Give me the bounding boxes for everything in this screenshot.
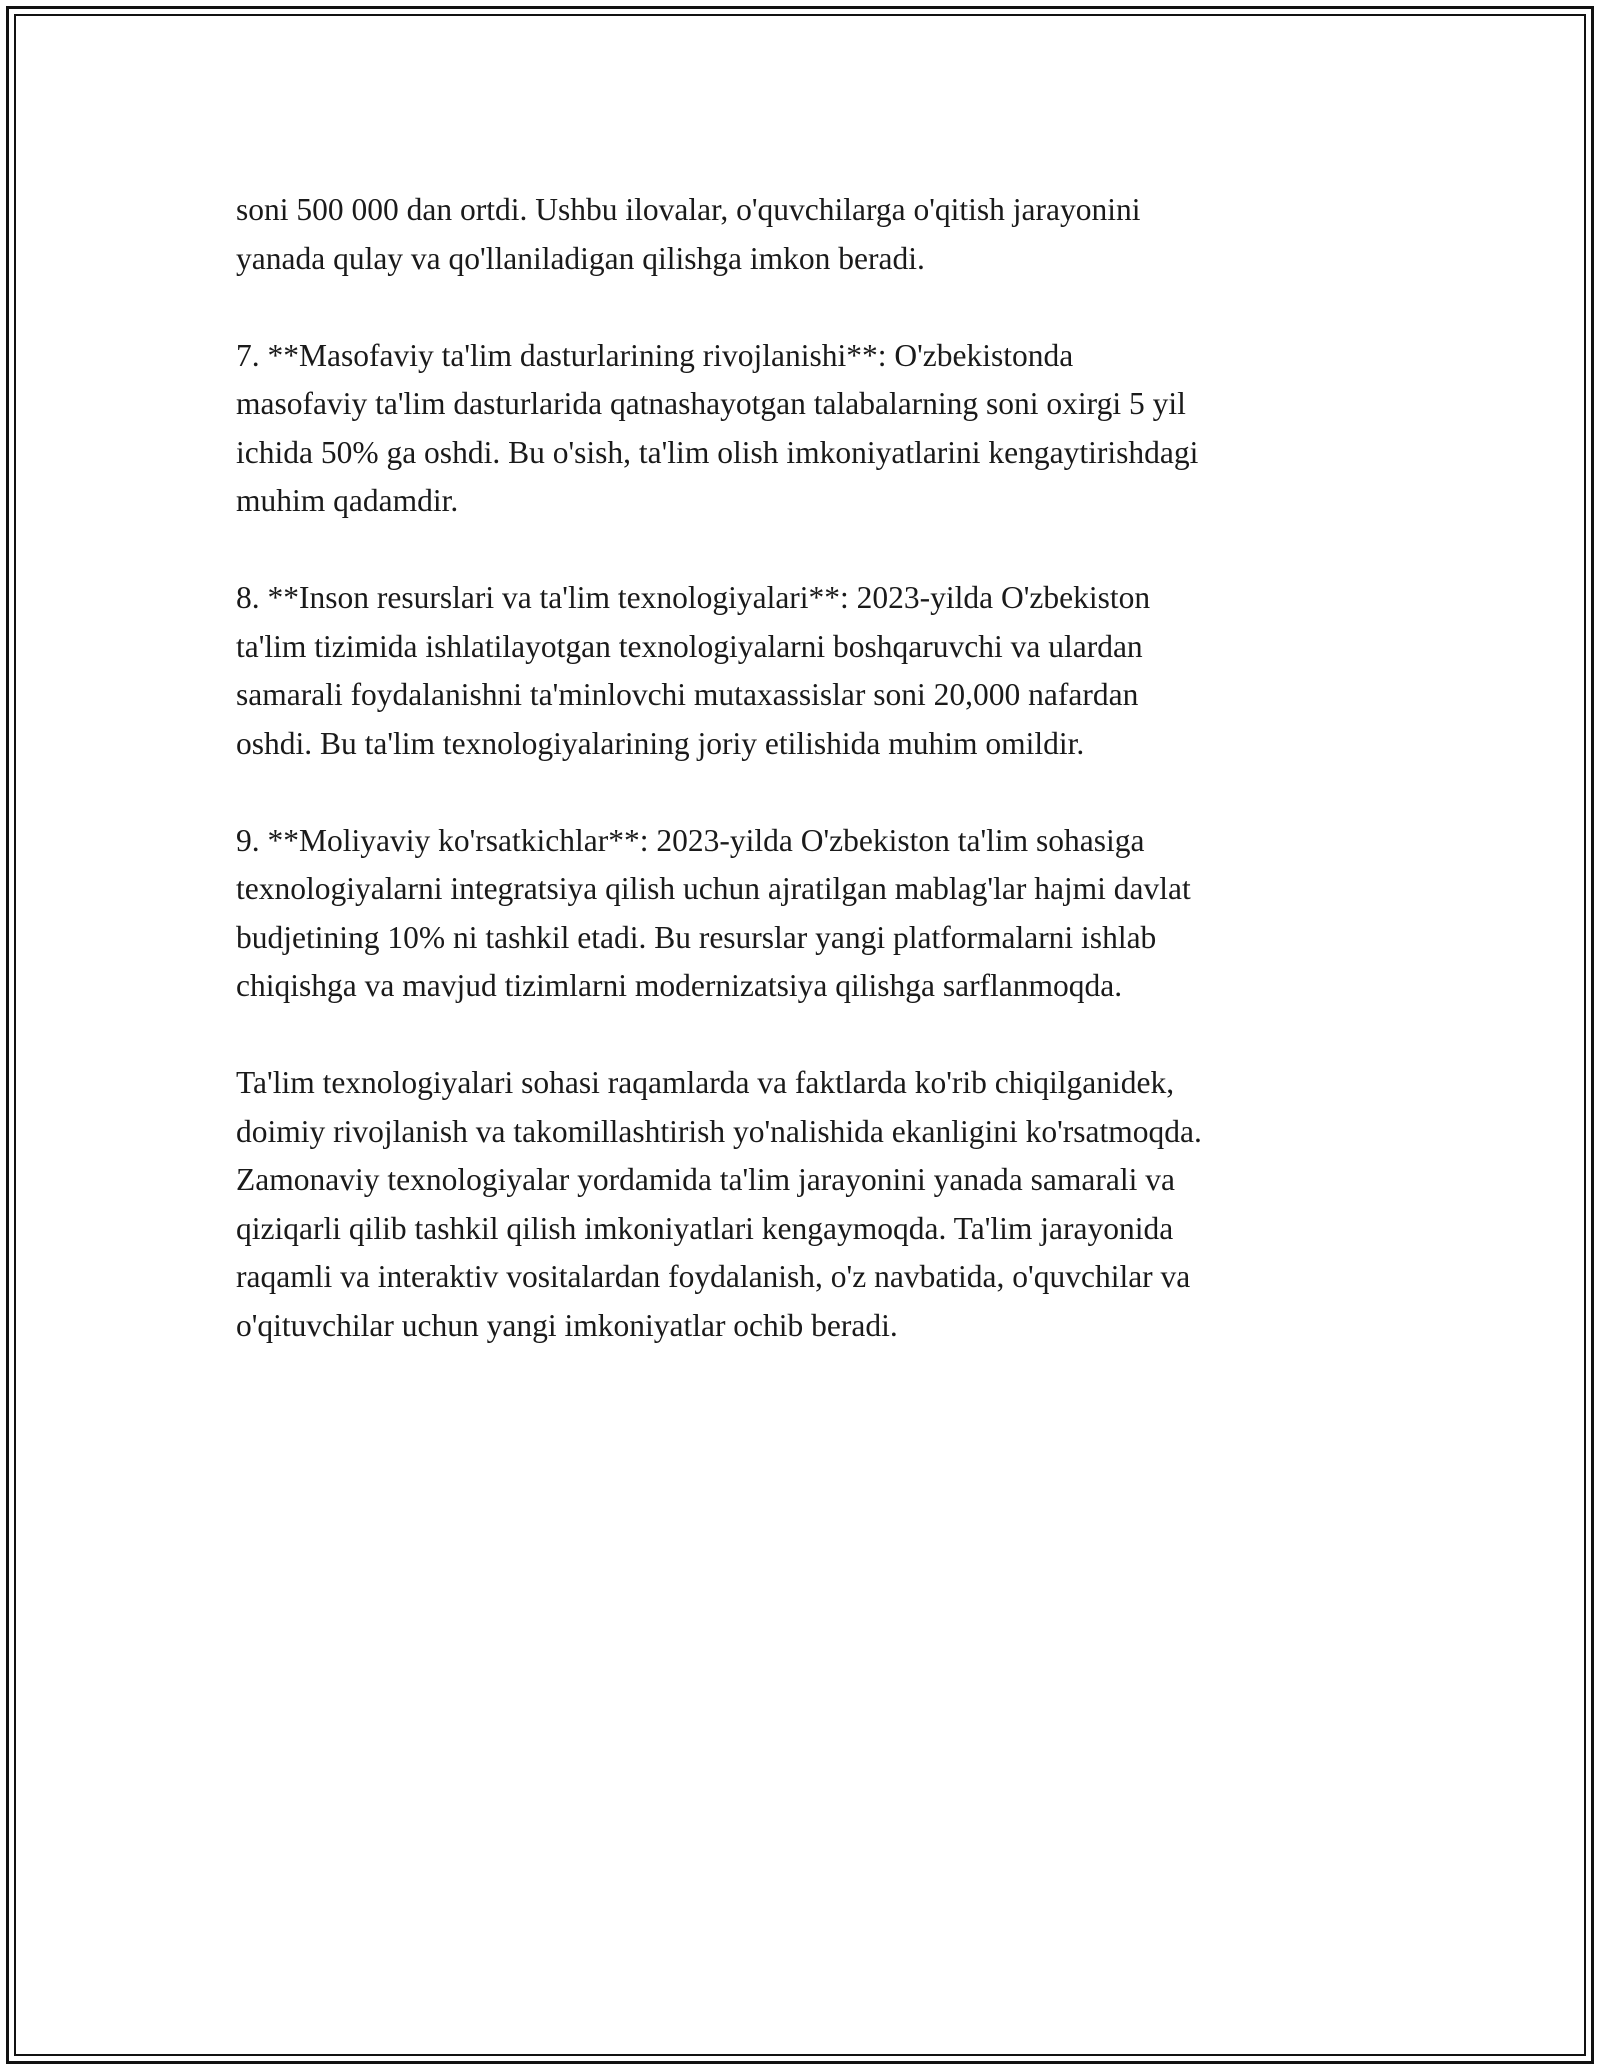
paragraph-item-7 bbox=[236, 332, 1396, 526]
text-line: texnologiyalarni integratsiya qilish uchun ajratilgan mablag'lar hajmi davlat bbox=[236, 871, 1191, 906]
text-line: o'qituvchilar uchun yangi imkoniyatlar ochib beradi. bbox=[236, 1307, 898, 1343]
text-line: doimiy rivojlanish va takomillashtirish yo'nalishida ekanligini ko'rsatmoqda. bbox=[236, 1113, 1202, 1149]
paragraph-item-9 bbox=[236, 817, 1396, 1011]
text-line: qiziqarli qilib tashkil qilish imkoniyatlari kengaymoqda. Ta'lim jarayonida bbox=[236, 1210, 1174, 1246]
text-line: samarali foydalanishni ta'minlovchi mutaxassislar soni 20,000 nafardan bbox=[236, 677, 1139, 712]
text-line: muhim qadamdir. bbox=[236, 483, 459, 518]
text-line: ta'lim tizimida ishlatilayotgan texnologiyalarni boshqaruvchi va ulardan bbox=[236, 628, 1143, 664]
text-line: yanada qulay va qo'llaniladigan qilishga imkon beradi. bbox=[236, 240, 925, 276]
text-line: ichida 50% ga oshdi. Bu o'sish, ta'lim olish imkoniyatlarini kengaytirishdagi bbox=[236, 434, 1199, 470]
text-line: budjetining 10% ni tashkil etadi. Bu resurslar yangi platformalarni ishlab bbox=[236, 919, 1157, 955]
text-line: chiqishga va mavjud tizimlarni modernizatsiya qilishga sarflanmoqda. bbox=[236, 968, 1123, 1003]
paragraph-intro-continuation bbox=[236, 186, 1396, 283]
text-line: raqamli va interaktiv vositalardan foydalanish, o'z navbatida, o'quvchilar va bbox=[236, 1259, 1191, 1294]
text-line: oshdi. Bu ta'lim texnologiyalarining joriy etilishida muhim omildir. bbox=[236, 725, 1085, 761]
text-line: Ta'lim texnologiyalari sohasi raqamlarda va faktlarda ko'rib chiqilganidek, bbox=[236, 1065, 1175, 1100]
document-body bbox=[236, 186, 1396, 1399]
text-line: 9. **Moliyaviy ko'rsatkichlar**: 2023-yilda O'zbekiston ta'lim sohasiga bbox=[236, 822, 1145, 858]
paragraph-conclusion bbox=[236, 1059, 1396, 1350]
text-line: masofaviy ta'lim dasturlarida qatnashayotgan talabalarning soni oxirgi 5 yil bbox=[236, 386, 1186, 421]
text-line: 7. **Masofaviy ta'lim dasturlarining rivojlanishi**: O'zbekistonda bbox=[236, 337, 1074, 373]
paragraph-item-8 bbox=[236, 574, 1396, 768]
text-line: soni 500 000 dan ortdi. Ushbu ilovalar, o'quvchilarga o'qitish jarayonini bbox=[236, 192, 1141, 227]
text-line: Zamonaviy texnologiyalar yordamida ta'lim jarayonini yanada samarali va bbox=[236, 1162, 1175, 1197]
text-line: 8. **Inson resurslari va ta'lim texnologiyalari**: 2023-yilda O'zbekiston bbox=[236, 580, 1151, 615]
